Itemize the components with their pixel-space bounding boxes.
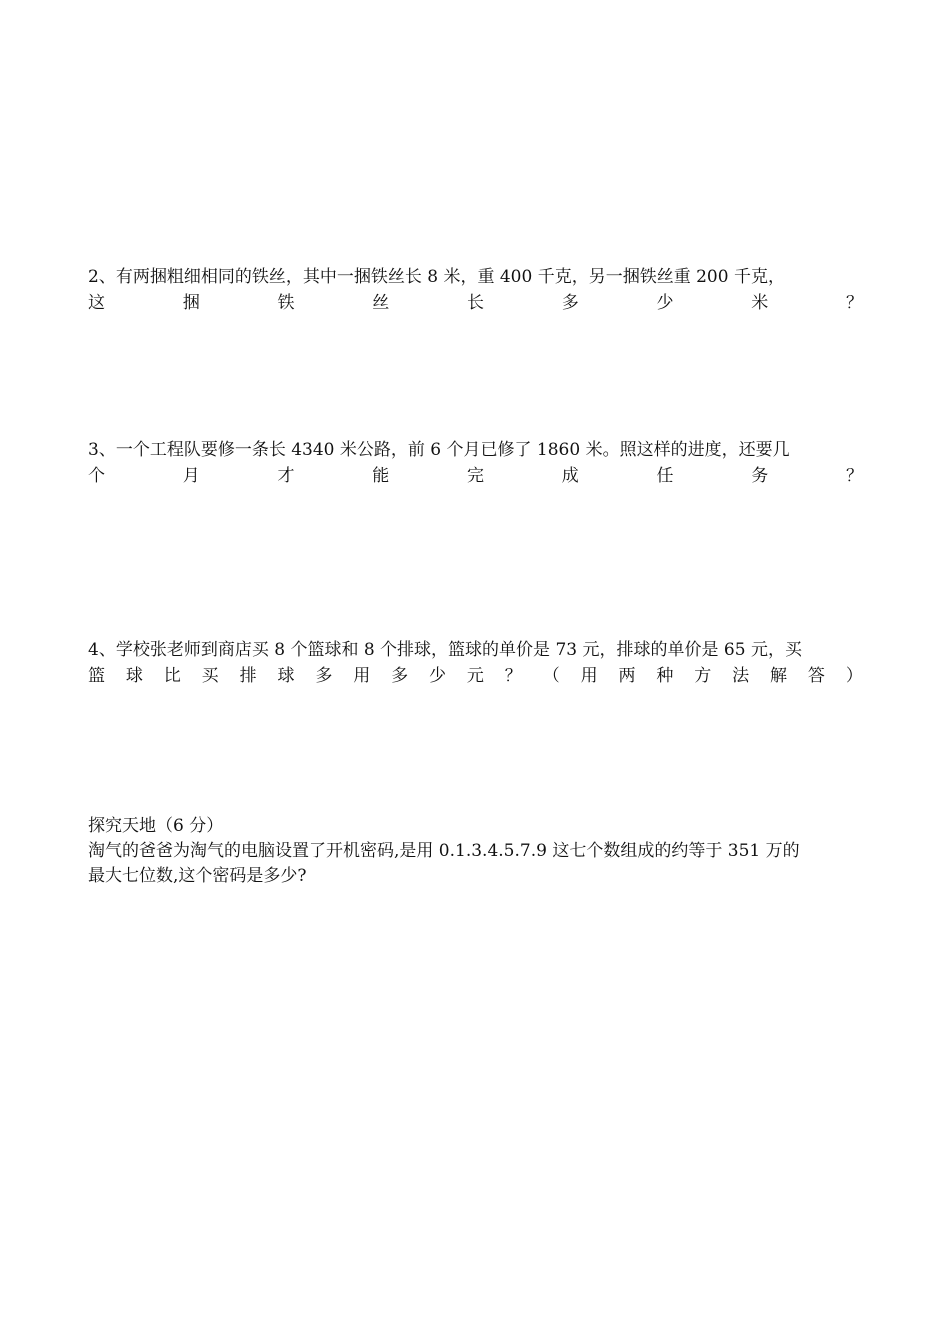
problem-4-line-1: 4、学校张老师到商店买 8 个篮球和 8 个排球，篮球的单价是 73 元，排球的单价是 65 元，买 [88, 640, 802, 660]
problem-4-char: （ [542, 666, 560, 686]
problem-3-char: 能 [372, 466, 390, 486]
problem-4-char: 两 [618, 666, 636, 686]
problem-2-char: ？ [846, 293, 863, 313]
problem-4-char: 方 [694, 666, 712, 686]
problem-3-char: 任 [656, 466, 674, 486]
problem-4-char: 比 [163, 666, 181, 686]
problem-4-char: 多 [391, 666, 409, 686]
problem-2-line-1: 2、有两捆粗细相同的铁丝，其中一捆铁丝长 8 米，重 400 千克，另一捆铁丝重 200 千克， [88, 267, 785, 287]
problem-4-char: 球 [277, 666, 295, 686]
explore-line-1: 淘气的爸爸为淘气的电脑设置了开机密码,是用 0.1.3.4.5.7.9 这七个数组成的约等于 351 万的 [88, 841, 800, 861]
problem-3-char: 个 [88, 466, 105, 486]
problem-3-char: 成 [561, 466, 579, 486]
problem-3-char: 务 [751, 466, 769, 486]
problem-3-char: 月 [182, 466, 200, 486]
problem-2-char: 少 [656, 293, 674, 313]
problem-4-char: 用 [580, 666, 598, 686]
problem-4-char: 篮 [88, 666, 105, 686]
problem-4-char: 元 [466, 666, 484, 686]
problem-3-char: ？ [846, 466, 863, 486]
explore-line-2: 最大七位数,这个密码是多少? [88, 866, 307, 886]
problem-2-char: 捆 [182, 293, 200, 313]
problem-3-line-1: 3、一个工程队要修一条长 4340 米公路，前 6 个月已修了 1860 米。照这样的进度，还要几 [88, 440, 790, 460]
problem-4-char: ？ [504, 666, 522, 686]
problem-3-char: 完 [467, 466, 484, 486]
problem-2-char: 米 [751, 293, 769, 313]
problem-4-line-2 [88, 664, 863, 688]
problem-4-char: 排 [239, 666, 257, 686]
problem-4-char: 用 [353, 666, 371, 686]
problem-4-char: 买 [201, 666, 219, 686]
problem-2-char: 丝 [372, 293, 390, 313]
problem-2-char: 这 [88, 293, 105, 313]
problem-2-char: 长 [467, 293, 484, 313]
problem-3-char: 才 [277, 466, 295, 486]
problem-4-char: 法 [732, 666, 750, 686]
problem-2-line-2 [88, 291, 863, 315]
problem-4-char: 解 [770, 666, 788, 686]
problem-3-line-2 [88, 464, 863, 488]
problem-4-char: 种 [656, 666, 674, 686]
problem-4-char: 球 [125, 666, 143, 686]
problem-2-char: 多 [561, 293, 579, 313]
problem-4-char: 多 [315, 666, 333, 686]
problem-4-char: 少 [429, 666, 447, 686]
explore-heading: 探究天地（6 分） [88, 816, 224, 836]
problem-2-char: 铁 [277, 293, 295, 313]
problem-4-char: 答 [807, 666, 825, 686]
problem-4-char: ） [845, 666, 863, 686]
